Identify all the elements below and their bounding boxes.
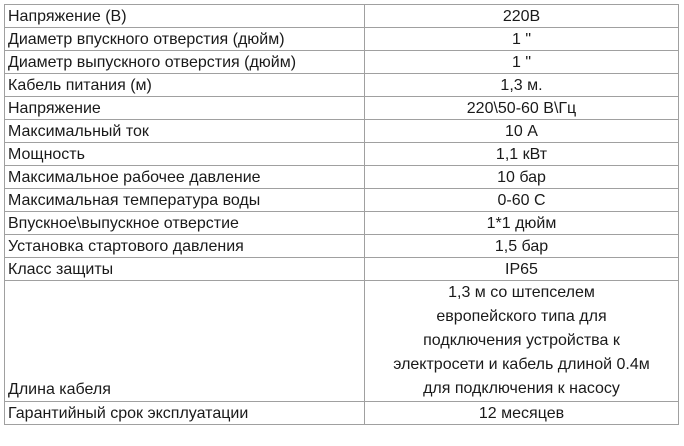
table-row — [5, 51, 679, 74]
spec-value: 1,3 м. — [365, 74, 679, 97]
table-row — [5, 402, 679, 425]
spec-label: Диаметр впускного отверстия (дюйм) — [5, 28, 365, 51]
spec-value: 220В — [365, 5, 679, 28]
spec-value-line: электросети и кабель длиной 0.4м — [393, 356, 650, 373]
spec-label: Максимальное рабочее давление — [5, 166, 365, 189]
spec-value: 1 " — [365, 51, 679, 74]
spec-value: 1 " — [365, 28, 679, 51]
table-row — [5, 235, 679, 258]
table-row — [5, 5, 679, 28]
table-row — [5, 281, 679, 402]
spec-value-line: для подключения к насосу — [423, 380, 620, 397]
spec-label: Кабель питания (м) — [5, 74, 365, 97]
table-row — [5, 74, 679, 97]
spec-value: 1,1 кВт — [365, 143, 679, 166]
spec-label: Мощность — [5, 143, 365, 166]
spec-value: IP65 — [365, 258, 679, 281]
spec-value: 0-60 С — [365, 189, 679, 212]
table-row — [5, 189, 679, 212]
spec-label: Максимальная температура воды — [5, 189, 365, 212]
spec-label: Установка стартового давления — [5, 235, 365, 258]
spec-value: 1*1 дюйм — [365, 212, 679, 235]
table-row — [5, 120, 679, 143]
spec-value: 1,5 бар — [365, 235, 679, 258]
spec-label: Напряжение — [5, 97, 365, 120]
specifications-table — [4, 4, 679, 425]
spec-label: Класс защиты — [5, 258, 365, 281]
table-row — [5, 97, 679, 120]
spec-label: Максимальный ток — [5, 120, 365, 143]
spec-value: 12 месяцев — [365, 402, 679, 425]
table-row — [5, 212, 679, 235]
spec-value: 10 бар — [365, 166, 679, 189]
table-row — [5, 143, 679, 166]
spec-label: Гарантийный срок эксплуатации — [5, 402, 365, 425]
spec-label: Длина кабеля — [5, 281, 365, 402]
table-row — [5, 28, 679, 51]
spec-value-multiline — [365, 281, 679, 402]
spec-label: Впускное\выпускное отверстие — [5, 212, 365, 235]
spec-value: 220\50-60 В\Гц — [365, 97, 679, 120]
spec-value-line: европейского типа для — [436, 308, 607, 325]
spec-value-line: 1,3 м со штепселем — [448, 284, 595, 301]
table-row — [5, 258, 679, 281]
spec-value-line: подключения устройства к — [423, 332, 620, 349]
spec-label: Диаметр выпускного отверстия (дюйм) — [5, 51, 365, 74]
spec-value: 10 А — [365, 120, 679, 143]
spec-label: Напряжение (В) — [5, 5, 365, 28]
table-row — [5, 166, 679, 189]
